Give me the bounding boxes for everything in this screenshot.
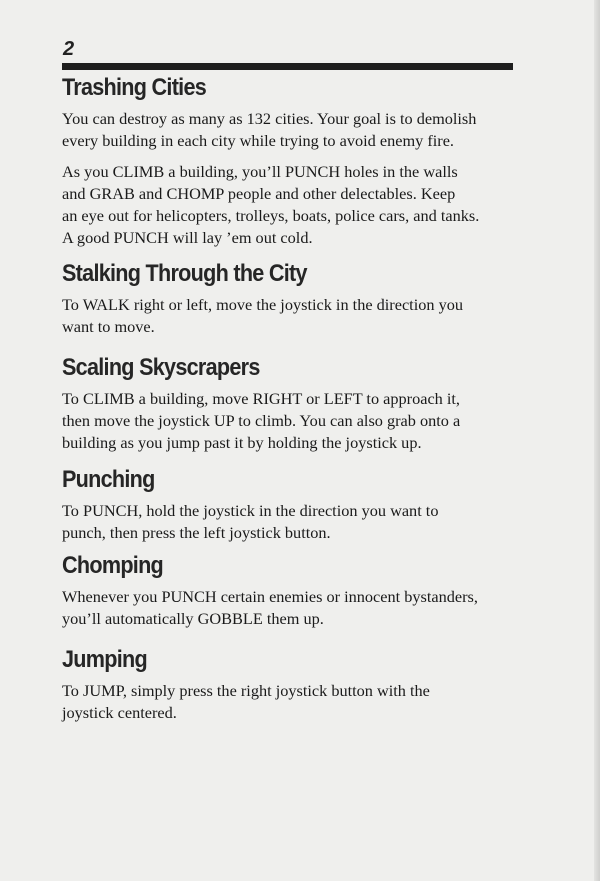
page-edge xyxy=(594,0,600,881)
section xyxy=(62,260,532,347)
text-line: joystick centered. xyxy=(62,703,177,722)
text-line: To PUNCH, hold the joystick in the direction you want to xyxy=(62,501,439,520)
section xyxy=(62,646,532,733)
text-line: every building in each city while trying to avoid enemy fire. xyxy=(62,131,454,150)
text-line: You can destroy as many as 132 cities. Your goal is to demolish xyxy=(62,109,477,128)
text-line: To JUMP, simply press the right joystick button with the xyxy=(62,681,430,700)
text-line: and GRAB and CHOMP people and other delectables. Keep xyxy=(62,184,456,203)
text-line: then move the joystick UP to climb. You can also grab onto a xyxy=(62,411,461,430)
section xyxy=(62,552,532,639)
section-heading: Trashing Cities xyxy=(62,74,207,101)
section-heading: Jumping xyxy=(62,646,147,673)
page-number: 2 xyxy=(63,38,75,60)
text-line: you’ll automatically GOBBLE them up. xyxy=(62,609,324,628)
paragraph xyxy=(62,680,532,724)
text-line: an eye out for helicopters, trolleys, boats, police cars, and tanks. xyxy=(62,206,480,225)
section-heading: Scaling Skyscrapers xyxy=(62,354,260,381)
paragraph xyxy=(62,161,532,249)
paragraph xyxy=(62,586,532,630)
paragraph xyxy=(62,108,532,152)
paragraph xyxy=(62,294,532,338)
section-heading: Punching xyxy=(62,466,155,493)
text-line: building as you jump past it by holding the joystick up. xyxy=(62,433,422,452)
header-rule xyxy=(62,63,513,70)
section-heading: Chomping xyxy=(62,552,164,579)
section-heading: Stalking Through the City xyxy=(62,260,307,287)
section xyxy=(62,74,532,258)
text-line: To CLIMB a building, move RIGHT or LEFT to approach it, xyxy=(62,389,461,408)
paragraph xyxy=(62,500,532,544)
text-line: Whenever you PUNCH certain enemies or innocent bystanders, xyxy=(62,587,478,606)
text-line: punch, then press the left joystick button. xyxy=(62,523,331,542)
text-line: want to move. xyxy=(62,317,155,336)
text-line: A good PUNCH will lay ’em out cold. xyxy=(62,228,313,247)
text-line: To WALK right or left, move the joystick in the direction you xyxy=(62,295,463,314)
section xyxy=(62,466,532,553)
text-line: As you CLIMB a building, you’ll PUNCH holes in the walls xyxy=(62,162,458,181)
paragraph xyxy=(62,388,532,454)
section xyxy=(62,354,532,463)
